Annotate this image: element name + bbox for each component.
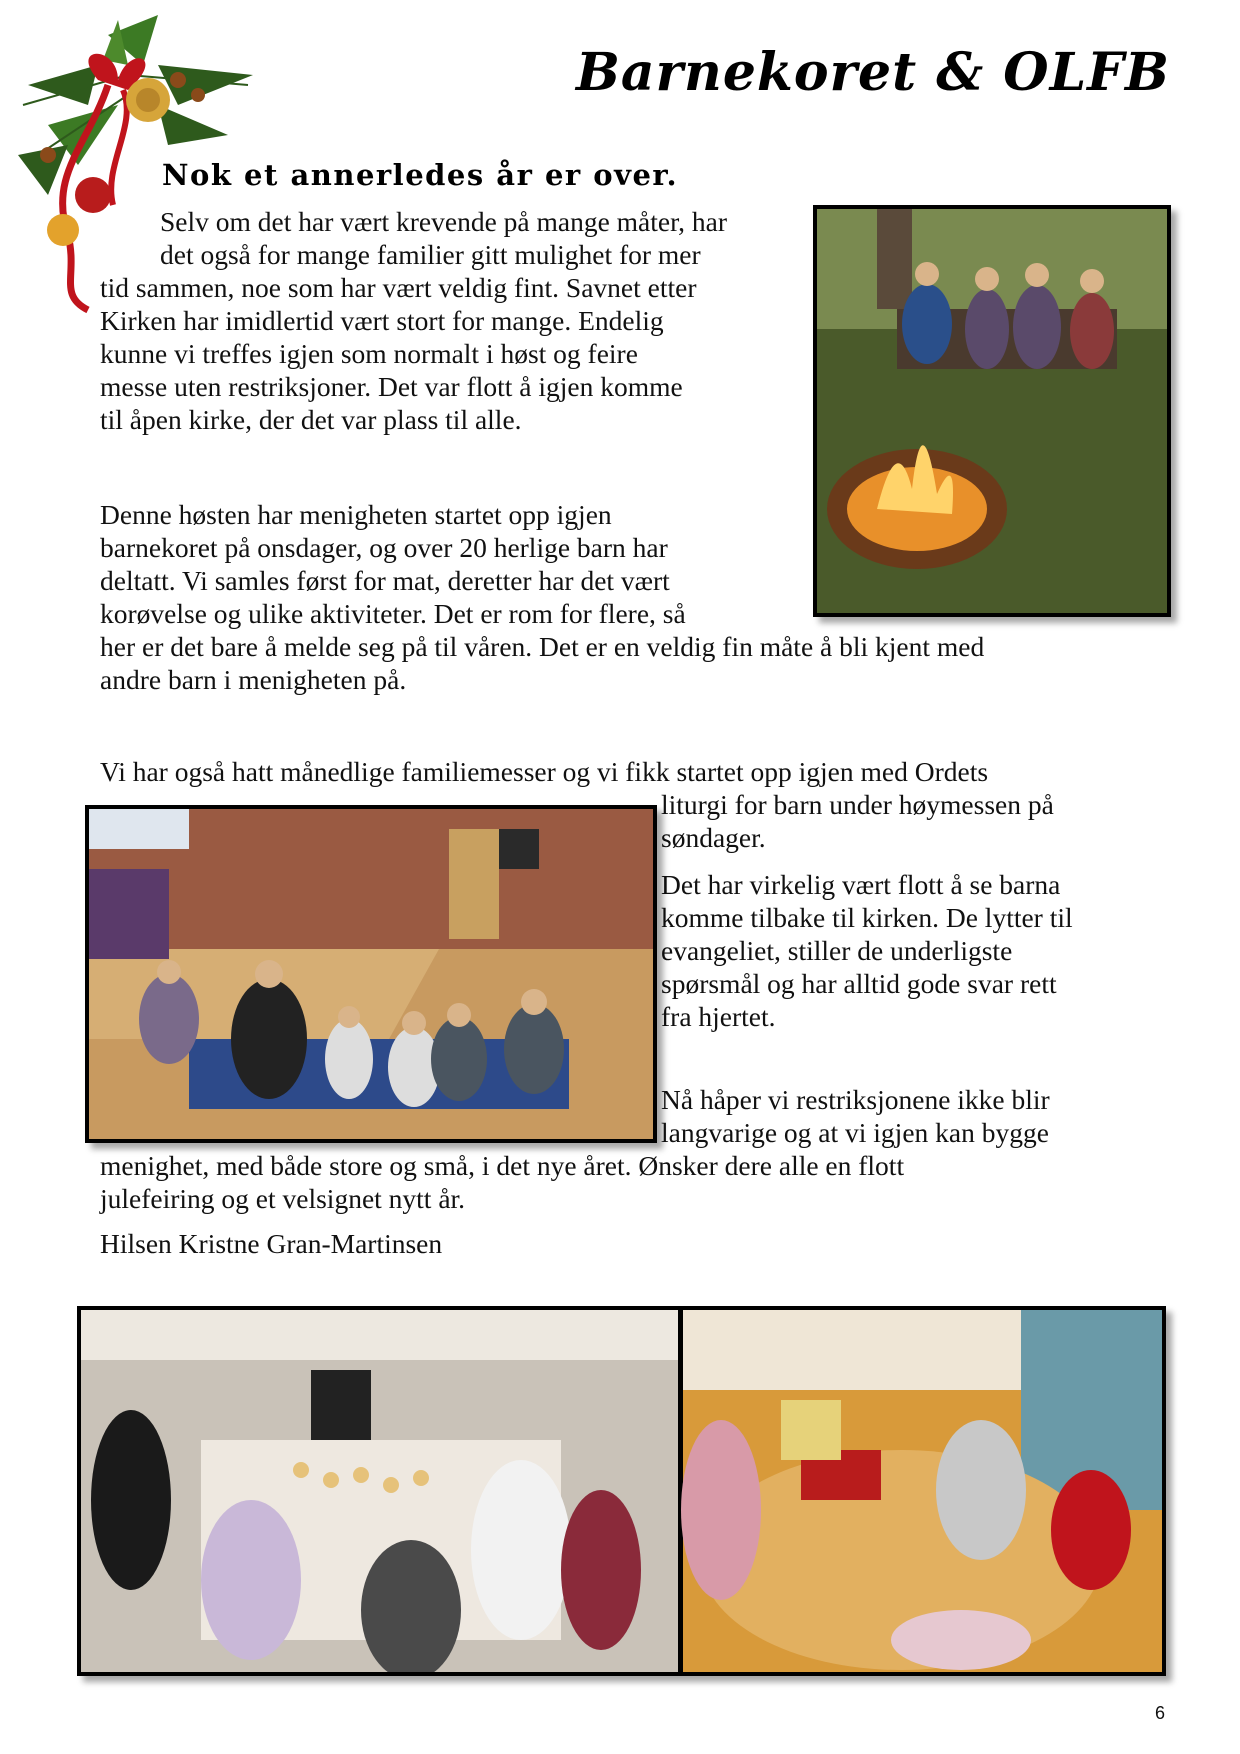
text-line: Det har virkelig vært flott å se barna (661, 869, 1061, 900)
text-line: langvarige og at vi igjen kan bygge (661, 1117, 1049, 1148)
text-line: julefeiring og et velsignet nytt år. (100, 1183, 466, 1214)
text-line: Nå håper vi restriksjonene ikke blir (661, 1084, 1050, 1115)
text-line: Kirken har imidlertid vært stort for mange. Endelig (100, 305, 664, 336)
text-line: her er det bare å melde seg på til våren. Det er en veldig fin måte å bli kjent med (100, 631, 985, 662)
text-line: Selv om det har vært krevende på mange måter, har (160, 206, 728, 237)
signature: Hilsen Kristne Gran-Martinsen (100, 1228, 443, 1259)
text-line: Vi har også hatt månedlige familiemesser og vi fikk startet opp igjen med Ordets (100, 756, 989, 787)
text-line: liturgi for barn under høymessen på (661, 789, 1054, 820)
text-line: deltatt. Vi samles først for mat, deretter har det vært (100, 565, 670, 596)
text-line: menighet, med både store og små, i det nye året. Ønsker dere alle en flott (100, 1150, 905, 1181)
text-line: til åpen kirke, der det var plass til alle. (100, 404, 522, 435)
photo-collage (77, 1306, 1166, 1676)
text-line: tid sammen, noe som har vært veldig fint. Savnet etter (100, 272, 697, 303)
text-line: fra hjertet. (661, 1001, 776, 1032)
text-line: søndager. (661, 822, 766, 853)
text-line: komme tilbake til kirken. De lytter til (661, 902, 1073, 933)
paragraph-1 (100, 205, 727, 436)
text-line: spørsmål og har alltid gode svar rett (661, 968, 1057, 999)
page-title: Barnekoret & OLFB (575, 42, 1170, 103)
text-line: messe uten restriksjoner. Det var flott å igjen komme (100, 371, 683, 402)
text-line: korøvelse og ulike aktiviteter. Det er rom for flere, så (100, 598, 686, 629)
text-line: det også for mange familier gitt mulighet for mer (160, 239, 701, 270)
text-line: Denne høsten har menigheten startet opp igjen (100, 499, 612, 530)
photo-campfire (813, 205, 1171, 617)
paragraph-5 (100, 1083, 1050, 1215)
text-line: kunne vi treffes igjen som normalt i høst og feire (100, 338, 638, 369)
article-subtitle: Nok et annerledes år er over. (162, 158, 679, 192)
paragraph-4 (661, 868, 1073, 1033)
text-line: andre barn i menigheten på. (100, 664, 407, 695)
text-line: evangeliet, stiller de underligste (661, 935, 1013, 966)
page-number: 6 (1154, 1703, 1165, 1723)
text-line: barnekoret på onsdager, og over 20 herlige barn har (100, 532, 668, 563)
